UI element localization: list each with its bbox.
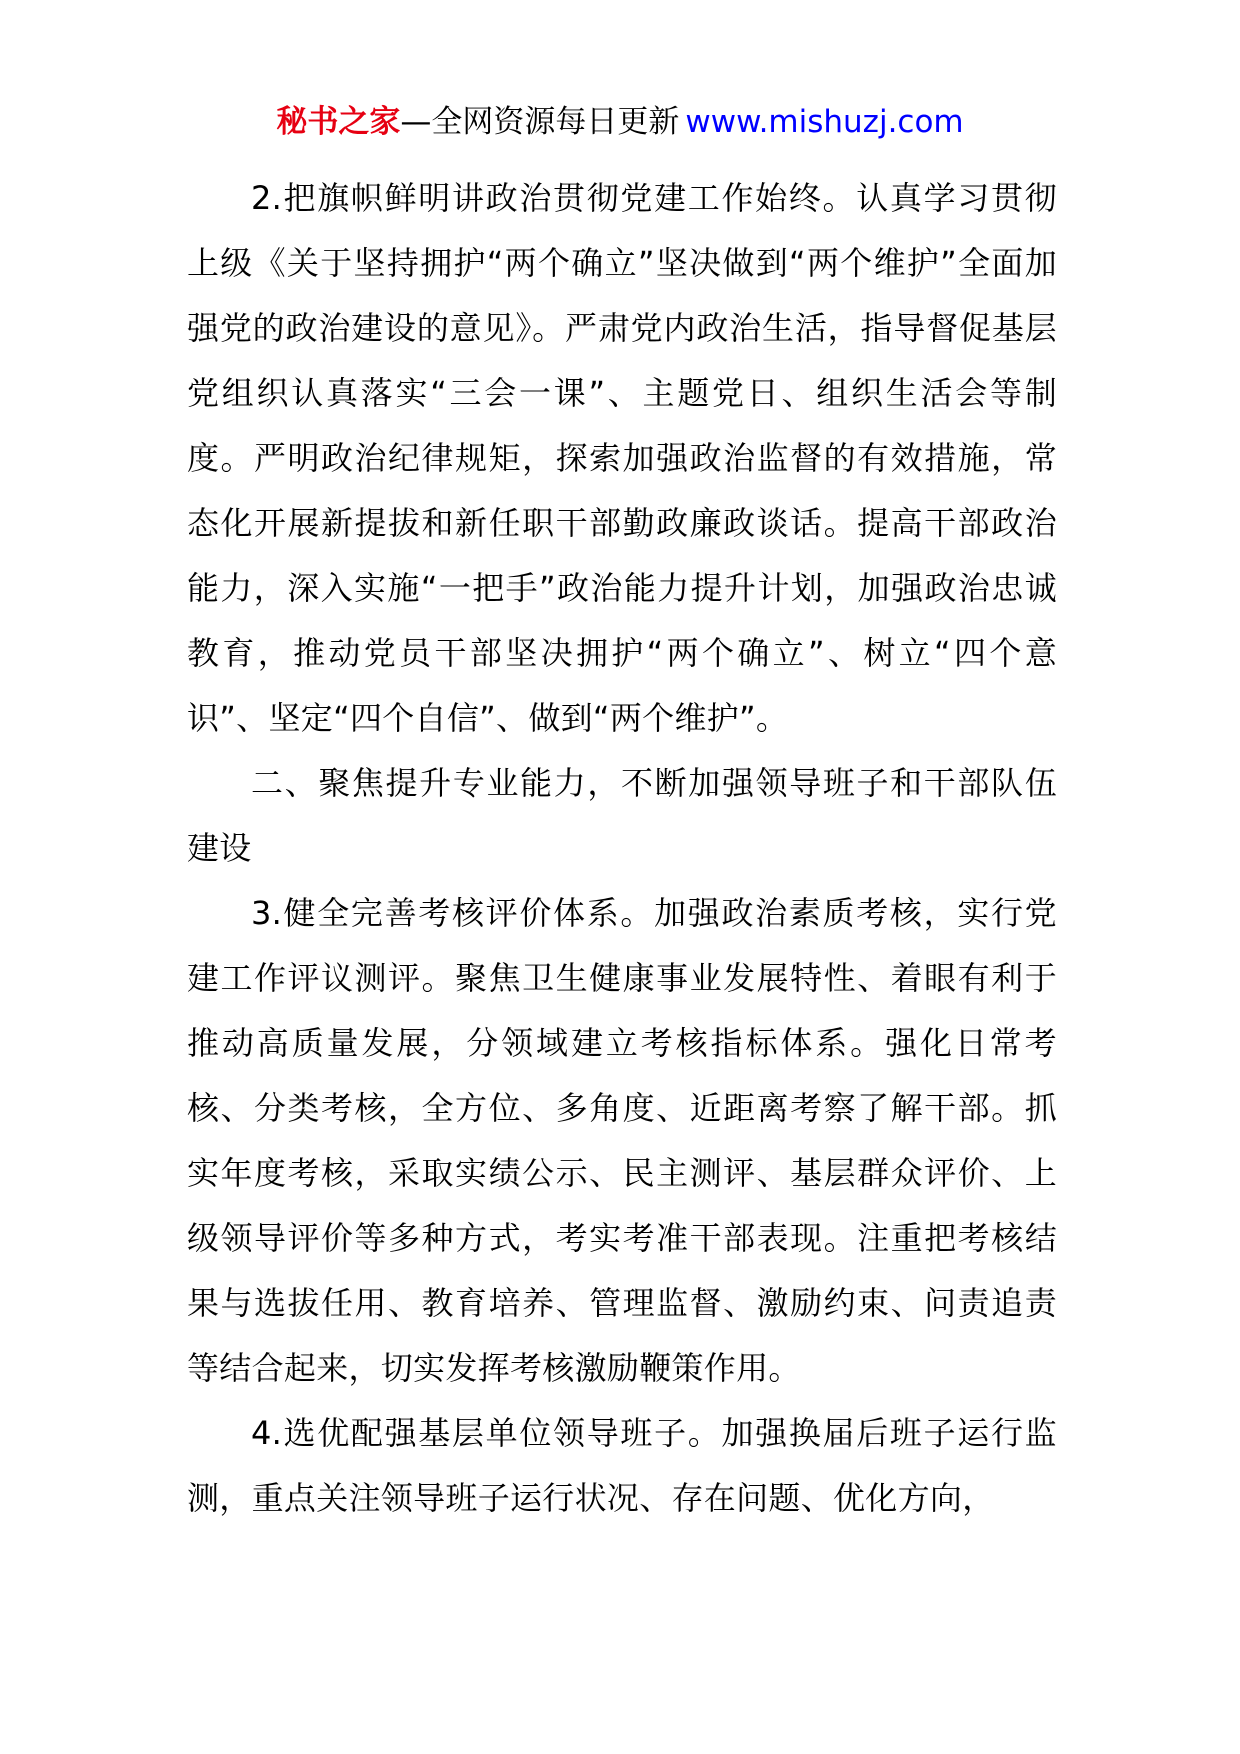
section-heading-2: 二、聚焦提升专业能力，不断加强领导班子和干部队伍建设	[187, 764, 1057, 867]
brand-tagline: —全网资源每日更新	[400, 104, 680, 140]
site-header	[0, 100, 1240, 144]
site-url-link[interactable]: www.mishuzj.com	[685, 104, 964, 140]
paragraph-item-4: 4.选优配强基层单位领导班子。加强换届后班子运行监测，重点关注领导班子运行状况、存在问题、优化方向，	[187, 1414, 1057, 1517]
paragraph-item-2: 2.把旗帜鲜明讲政治贯彻党建工作始终。认真学习贯彻上级《关于坚持拥护“两个确立”坚决做到“两个维护”全面加强党的政治建设的意见》。严肃党内政治生活，指导督促基层党组织认真落实“三会一课”、主题党日、组织生活会等制度。严明政治纪律规矩，探索加强政治监督的有效措施，常态化开展新提拔和新任职干部勤政廉政谈话。提高干部政治能力，深入实施“一把手”政治能力提升计划，加强政治忠诚教育，推动党员干部坚决拥护“两个确立”、树立“四个意识”、坚定“四个自信”、做到“两个维护”。	[187, 179, 1057, 737]
paragraph-item-3: 3.健全完善考核评价体系。加强政治素质考核，实行党建工作评议测评。聚焦卫生健康事业发展特性、着眼有利于推动高质量发展，分领域建立考核指标体系。强化日常考核、分类考核，全方位、多角度、近距离考察了解干部。抓实年度考核，采取实绩公示、民主测评、基层群众评价、上级领导评价等多种方式，考实考准干部表现。注重把考核结果与选拔任用、教育培养、管理监督、激励约束、问责追责等结合起来，切实发挥考核激励鞭策作用。	[187, 894, 1057, 1387]
brand-name: 秘书之家	[276, 104, 401, 140]
document-body	[187, 166, 1057, 1531]
